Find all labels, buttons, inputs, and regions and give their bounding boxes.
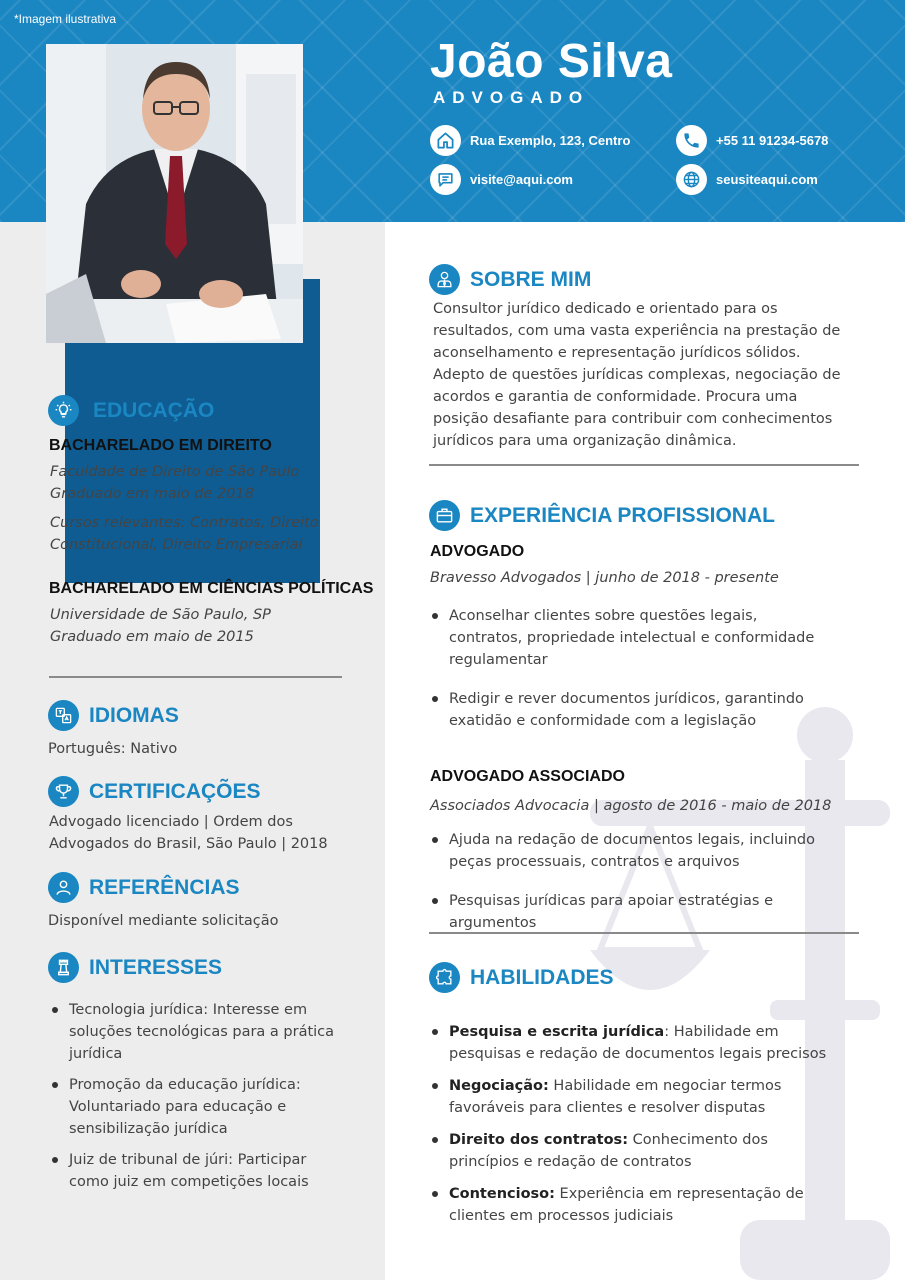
chat-icon (430, 164, 461, 195)
degree-2-name: BACHARELADO EM CIÊNCIAS POLÍTICAS (49, 580, 374, 597)
degree-1-courses-line1: Cursos relevantes: Contratos, Direito (50, 515, 319, 531)
lightbulb-icon (48, 395, 79, 426)
skills-list (429, 1021, 839, 1227)
list-item: Direito dos contratos: Conhecimento dos princípios e redação de contratos (429, 1129, 839, 1173)
list-item: Redigir e rever documentos jurídicos, garantindo exatidão e conformidade com a legislação (429, 688, 829, 732)
degree-1-date: Graduado em maio de 2018 (50, 486, 254, 502)
section-title-references: REFERÊNCIAS (48, 872, 240, 903)
job-2-role: ADVOGADO ASSOCIADO (430, 768, 625, 785)
contact-address: Rua Exemplo, 123, Centro (430, 125, 630, 156)
right-divider-2 (429, 932, 859, 934)
translate-icon (48, 700, 79, 731)
contact-phone: +55 11 91234-5678 (676, 125, 828, 156)
person-role: ADVOGADO (433, 88, 590, 107)
left-divider (49, 676, 342, 678)
list-item: Juiz de tribunal de júri: Participar como juiz em competições locais (49, 1149, 339, 1193)
list-item: Negociação: Habilidade em negociar termos favoráveis para clientes e resolver disputas (429, 1075, 839, 1119)
degree-1-courses-line2: Constitucional, Direito Empresarial (50, 537, 303, 553)
certification-line2: Advogados do Brasil, São Paulo | 2018 (49, 836, 328, 852)
person-name: João Silva (430, 35, 673, 88)
languages-text: Português: Nativo (48, 741, 178, 757)
person-icon (48, 872, 79, 903)
illustrative-note: *Imagem ilustrativa (14, 12, 117, 26)
degree-2-school: Universidade de São Paulo, SP (50, 607, 271, 623)
list-item: Tecnologia jurídica: Interesse em soluções tecnológicas para a prática jurídica (49, 999, 339, 1065)
contact-email: visite@aqui.com (430, 164, 573, 195)
job-1-company: Bravesso Advogados | junho de 2018 - presente (430, 570, 779, 586)
job-2-duties (429, 829, 849, 934)
section-title-education: EDUCAÇÃO (48, 395, 214, 426)
section-title-certifications: CERTIFICAÇÕES (48, 776, 261, 807)
list-item: Pesquisas jurídicas para apoiar estratégias e argumentos (429, 890, 849, 934)
job-1-role: ADVOGADO (430, 543, 525, 560)
home-icon (430, 125, 461, 156)
degree-2-date: Graduado em maio de 2015 (50, 629, 254, 645)
list-item: Contencioso: Experiência em representação de clientes em processos judiciais (429, 1183, 839, 1227)
chess-rook-icon (48, 952, 79, 983)
list-item: Aconselhar clientes sobre questões legais, contratos, propriedade intelectual e conformidade regulamentar (429, 605, 829, 671)
section-title-interests: INTERESSES (48, 952, 222, 983)
about-text: Consultor jurídico dedicado e orientado para os resultados, com uma vasta experiência na prestação de aconselhamento e representação jurídicos sólidos. Adepto de questões jurídicas complexas, negociação de acordos e garantia de conformidade. Procura uma posição desafiante para contribuir com conhecimentos jurídicos para uma organização dinâmica. (433, 301, 841, 449)
puzzle-icon (429, 962, 460, 993)
section-title-about: SOBRE MIM (429, 264, 591, 295)
job-2-company: Associados Advocacia | agosto de 2016 - maio de 2018 (430, 798, 832, 814)
phone-icon (676, 125, 707, 156)
degree-1-name: BACHARELADO EM DIREITO (49, 437, 272, 454)
briefcase-icon (429, 500, 460, 531)
list-item: Ajuda na redação de documentos legais, incluindo peças processuais, contratos e arquivos (429, 829, 849, 873)
certification-line1: Advogado licenciado | Ordem dos (49, 814, 293, 830)
section-title-experience: EXPERIÊNCIA PROFISSIONAL (429, 500, 775, 531)
contact-website: seusiteaqui.com (676, 164, 818, 195)
user-tie-icon (429, 264, 460, 295)
section-title-skills: HABILIDADES (429, 962, 614, 993)
right-divider-1 (429, 464, 859, 466)
globe-icon (676, 164, 707, 195)
profile-photo (46, 44, 303, 343)
degree-1-school: Faculdade de Direito de São Paulo (50, 464, 300, 480)
interests-list (49, 999, 339, 1193)
job-1-duties (429, 605, 829, 732)
list-item: Promoção da educação jurídica: Voluntariado para educação e sensibilização jurídica (49, 1074, 339, 1140)
trophy-icon (48, 776, 79, 807)
references-text: Disponível mediante solicitação (48, 913, 279, 929)
list-item: Pesquisa e escrita jurídica: Habilidade em pesquisas e redação de documentos legais precisos (429, 1021, 839, 1065)
section-title-languages: IDIOMAS (48, 700, 179, 731)
